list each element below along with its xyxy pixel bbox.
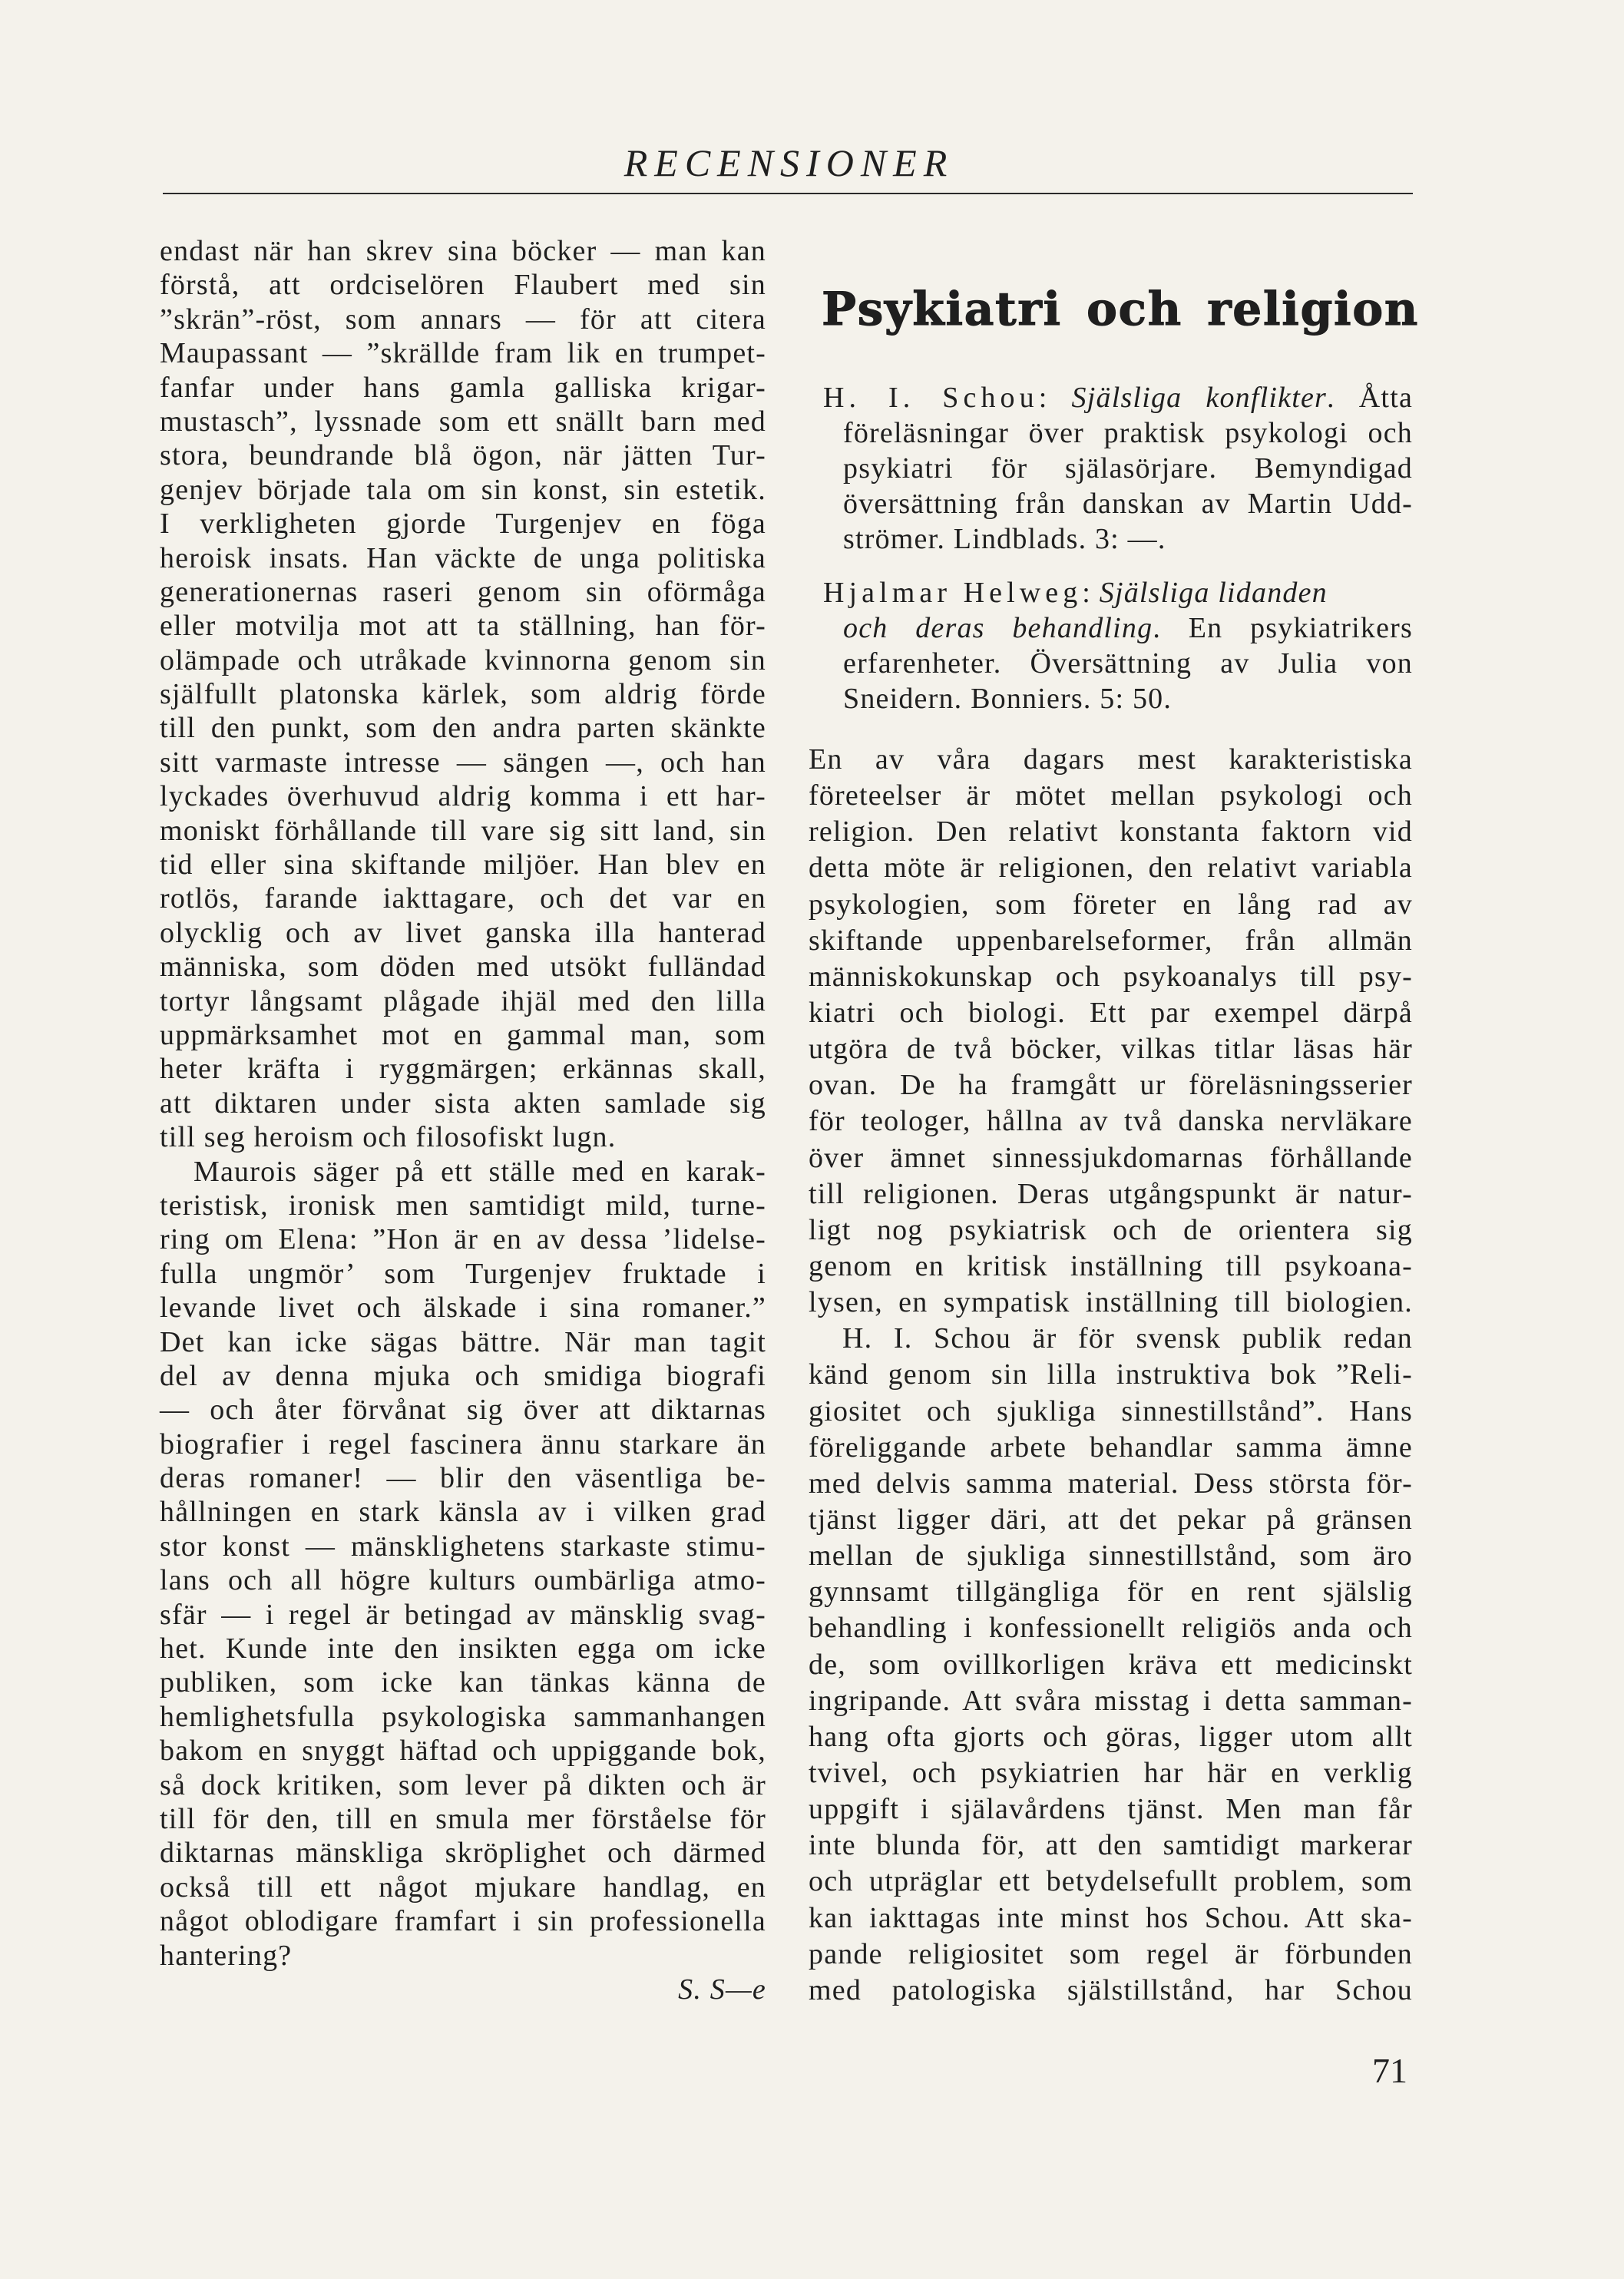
text-line: företeelser är mötet mellan psykologi och (809, 779, 1413, 812)
book-entry (823, 575, 1413, 716)
text-line: till seg heroism och filosofiskt lugn. (160, 1121, 617, 1154)
text-line: lyckades överhuvud aldrig komma i ett har- (160, 780, 766, 813)
text-line: med delvis samma material. Dess största för- (809, 1467, 1413, 1500)
text-line: ”skrän”-röst, som annars — för att citera (160, 303, 766, 336)
book-title: Själsliga lidanden (1099, 577, 1328, 609)
book-author: Hjalmar Helweg (823, 577, 1083, 609)
text-line: moniskt förhållande till vare sig sitt land, sin (160, 814, 766, 847)
text-line: till för den, till en smula mer förståelse för (160, 1802, 766, 1835)
text-line: H. I. Schou är för svensk publik redan (842, 1322, 1413, 1355)
text-line: att diktaren under sista akten samlade sig (160, 1087, 766, 1120)
book-title: Själsliga konflikter (1071, 382, 1328, 414)
text-line: lans och all högre kulturs oumbärliga atmo- (160, 1564, 766, 1597)
text-line: Maurois säger på ett ställe med en karak- (193, 1155, 766, 1188)
text-line: fulla ungmör’ som Turgenjev fruktade i (160, 1257, 766, 1290)
section-header: RECENSIONER (623, 141, 954, 184)
text-line: förstå, att ordciselören Flaubert med sin (160, 269, 766, 302)
book-author: H. I. Schou (823, 382, 1039, 414)
text-line: hemlighetsfulla psykologiska sammanhangen (160, 1700, 766, 1733)
text-line: med patologiska själstillstånd, har Schou (809, 1973, 1413, 2006)
page-number: 71 (1372, 2051, 1407, 2090)
text-line: tvivel, och psykiatrien har här en verklig (809, 1756, 1413, 1789)
text-line: något oblodigare framfart i sin professionella (160, 1905, 766, 1938)
text-fragment: . En psykiatrikers (1153, 612, 1413, 644)
text-line: människa, som döden med utsökt fulländad (160, 951, 766, 984)
text-line: olämpade och utråkade kvinnorna genom sin (160, 643, 766, 676)
text-line: genom en kritisk inställning till psykoana- (809, 1249, 1413, 1282)
text-line: föreliggande arbete behandlar samma ämne (809, 1431, 1413, 1464)
text-line: själfullt platonska kärlek, som aldrig förde (160, 678, 766, 711)
text-line: rotlös, farande iakttagare, och det var en (160, 882, 766, 915)
text-line: kan iakttagas inte minst hos Schou. Att ska- (809, 1901, 1413, 1934)
book-entry-line: strömer. Lindblads. 3: —. (843, 523, 1166, 555)
text-line: känd genom sin lilla instruktiva bok ”Reli- (809, 1358, 1413, 1391)
text-line: genjev började tala om sin konst, sin estetik. (160, 473, 766, 506)
text-line: del av denna mjuka och smidiga biografi (160, 1359, 766, 1392)
text-line: publiken, som icke kan tänkas känna de (160, 1666, 766, 1699)
book-entry-line (823, 575, 1413, 610)
text-line: — och åter förvånat sig över att diktarnas (160, 1394, 766, 1427)
text-line: ingripande. Att svåra misstag i detta samman- (809, 1684, 1413, 1717)
text-fragment: : (1082, 577, 1100, 609)
text-line: lysen, en sympatisk inställning till biologien. (809, 1286, 1413, 1319)
text-line: sitt varmaste intresse — sängen —, och han (160, 746, 766, 779)
text-line: diktarnas mänskliga skröplighet och därmed (160, 1837, 766, 1870)
text-line: tortyr långsamt plågade ihjäl med den lilla (160, 984, 766, 1017)
text-line: giositet och sjukliga sinnestillstånd”. Hans (809, 1394, 1413, 1427)
text-line: ligt nog psykiatrisk och de orientera sig (809, 1213, 1413, 1246)
text-line: tjänst ligger däri, att det pekar på gränsen (809, 1503, 1413, 1536)
text-line: bakom en snyggt häftad och uppiggande bok, (160, 1735, 766, 1768)
book-entry-line: psykiatri för själasörjare. Bemyndigad (843, 452, 1413, 485)
book-entry-line: erfarenheter. Översättning av Julia von (843, 647, 1413, 680)
text-line: fanfar under hans gamla galliska krigar- (160, 371, 766, 404)
book-entry-line: Sneidern. Bonniers. 5: 50. (843, 683, 1173, 715)
text-line: mustasch”, lyssnade som ett snällt barn med (160, 405, 766, 438)
text-line: människokunskap och psykoanalys till psy- (809, 960, 1413, 993)
text-line: hållningen en stark känsla av i vilken grad (160, 1496, 766, 1529)
text-line: mellan de sjukliga sinnestillstånd, som äro (809, 1540, 1413, 1573)
text-line: uppgift i själavårdens tjänst. Men man får (809, 1793, 1413, 1826)
text-line: I verkligheten gjorde Turgenjev en föga (160, 508, 766, 541)
text-line: så dock kritiken, som lever på dikten och är (160, 1768, 766, 1801)
text-line: till den punkt, som den andra parten skänkte (160, 712, 766, 745)
book-entry (823, 380, 1413, 557)
text-line: Maupassant — ”skrällde fram lik en trumpet- (160, 337, 766, 370)
text-line: endast när han skrev sina böcker — man kan (160, 235, 766, 267)
text-line: biografier i regel fascinera ännu starkare än (160, 1427, 766, 1460)
book-entry-line (823, 380, 1413, 415)
text-line: olycklig och av livet ganska illa hanterad (160, 916, 766, 949)
book-title: och deras behandling (843, 612, 1153, 644)
text-line: uppmärksamhet mot en gammal man, som (160, 1018, 766, 1051)
text-line: gynnsamt tillgängliga för en rent själslig (809, 1576, 1413, 1609)
text-line: för teologer, hållna av två danska nervläkare (809, 1105, 1413, 1138)
text-line: hang ofta gjorts och göras, ligger utom allt (809, 1720, 1413, 1753)
text-line: stor konst — mänsklighetens starkaste stimu- (160, 1530, 766, 1563)
text-line: hantering? (160, 1939, 293, 1972)
text-line: ring om Elena: ”Hon är en av dessa ’lidelse- (160, 1223, 766, 1256)
text-line: religion. Den relativt konstanta faktorn vid (809, 815, 1413, 848)
text-line: de, som ovillkorligen kräva ett medicinskt (809, 1648, 1413, 1681)
text-line: inte blunda för, att den samtidigt markerar (809, 1829, 1413, 1862)
article-title: Psykiatri och religion (822, 283, 1419, 336)
text-line: och utpräglar ett betydelsefullt problem, som (809, 1865, 1413, 1898)
text-line: också till ett något mjukare handlag, en (160, 1871, 766, 1904)
text-line: Det kan icke sägas bättre. När man tagit (160, 1325, 766, 1358)
text-line: het. Kunde inte den insikten egga om icke (160, 1632, 766, 1665)
text-line: stora, beundrande blå ögon, när jätten Tur- (160, 439, 766, 472)
book-entry-line (823, 610, 1413, 646)
text-line: pande religiositet som regel är förbunden (809, 1937, 1413, 1970)
text-line: behandling i konfessionellt religiös anda och (809, 1612, 1413, 1645)
header-rule (163, 193, 1413, 194)
review-body (809, 742, 1413, 2009)
text-line: heroisk insats. Han väckte de unga politiska (160, 541, 766, 574)
text-line: skiftande uppenbarelseformer, från allmän (809, 924, 1413, 957)
text-line: En av våra dagars mest karakteristiska (809, 743, 1413, 776)
text-line: ovan. De ha framgått ur föreläsningsserier (809, 1069, 1413, 1102)
text-line: generationernas raseri genom sin oförmåga (160, 575, 766, 608)
reviewed-books (823, 380, 1413, 716)
text-fragment: . Åtta (1327, 382, 1414, 414)
text-line: till religionen. Deras utgångspunkt är natur- (809, 1177, 1413, 1210)
text-line: detta möte är religionen, den relativt variabla (809, 852, 1413, 885)
text-line: tid eller sina skiftande miljöer. Han blev en (160, 848, 766, 882)
book-entry-line: föreläsningar över praktisk psykologi och (843, 417, 1413, 449)
text-line: utgöra de två böcker, vilkas titlar läsas här (809, 1033, 1413, 1066)
text-line: teristisk, ironisk men samtidigt mild, turne- (160, 1189, 766, 1222)
text-line: levande livet och älskade i sina romaner.” (160, 1292, 766, 1325)
review-signature: S. S—e (678, 1973, 766, 2006)
text-line: över ämnet sinnessjukdomarnas förhållande (809, 1141, 1413, 1174)
text-line: eller motvilja mot att ta ställning, han för- (160, 610, 766, 643)
text-line: sfär — i regel är betingad av mänsklig svag- (160, 1598, 766, 1631)
text-fragment: : (1038, 382, 1072, 414)
text-line: psykologien, som företer en lång rad av (809, 888, 1413, 921)
text-line: heter kräfta i ryggmärgen; erkännas skall, (160, 1053, 766, 1086)
left-column (160, 234, 766, 2006)
book-entry-line: översättning från danskan av Martin Udd- (843, 488, 1413, 520)
text-line: kiatri och biologi. Ett par exempel därpå (809, 996, 1413, 1029)
text-line: deras romaner! — blir den väsentliga be- (160, 1462, 766, 1495)
